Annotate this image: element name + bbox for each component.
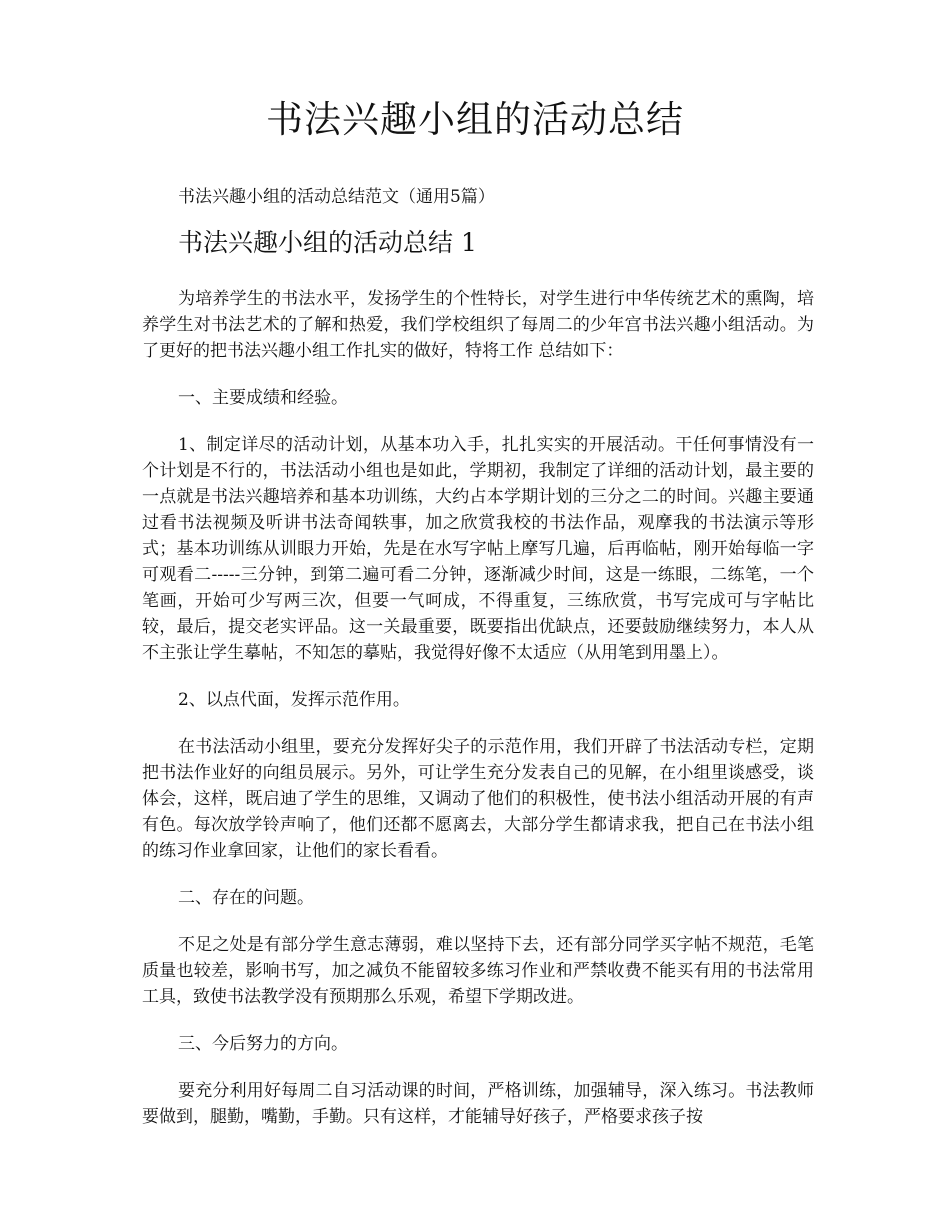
paragraph-plan: 1、制定详尽的活动计划，从基本功入手，扎扎实实的开展活动。干任何事情没有一个计划是不行的，书法活动小组也是如此，学期初，我制定了详细的活动计划，最主要的一点就是书法兴趣培养和基本功训练，大约占本学期计划的三分之二的时间。兴趣主要通过看书法视频及听讲书法奇闻轶事，加之欣赏我校的书法作品，观摩我的书法演示等形式；基本功训练从训眼力开始，先是在水写字帖上摩写几遍，后再临帖，刚开始每临一字可观看二-----三分钟，到第二遍可看二分钟，逐渐减少时间，这是一练眼，二练笔，一个笔画，开始可少写两三次，但要一气呵成，不得重复，三练欣赏，书写完成可与字帖比较，最后，提交老实评品。这一关最重要，既要指出优缺点，还要鼓励继续努力，本人从不主张让学生摹帖，不知怎的摹贴，我觉得好像不太适应（从用笔到用墨上）。 [142, 435, 814, 663]
document-subtitle: 书法兴趣小组的活动总结范文（通用5篇） [178, 187, 495, 207]
heading-future: 三、今后努力的方向。 [178, 1034, 348, 1054]
paragraph-future: 要充分利用好每周二自习活动课的时间，严格训练，加强辅导，深入练习。书法教师要做到，腿勤，嘴勤，手勤。只有这样，才能辅导好孩子，严格要求孩子按 [142, 1081, 814, 1127]
document-body [142, 286, 814, 1151]
paragraph-demonstration: 在书法活动小组里，要充分发挥好尖子的示范作用，我们开辟了书法活动专栏，定期把书法作业好的向组员展示。另外，可让学生充分发表自己的见解，在小组里谈感受，谈体会，这样，既启迪了学生的思维，又调动了他们的积极性，使书法小组活动开展的有声有色。每次放学铃声响了，他们还都不愿离去，大部分学生都请求我，把自己在书法小组的练习作业拿回家，让他们的家长看看。 [142, 737, 814, 861]
section-heading: 书法兴趣小组的活动总结 1 [178, 228, 477, 257]
paragraph-problems: 不足之处是有部分学生意志薄弱，难以坚持下去，还有部分同学买字帖不规范，毛笔质量也较差，影响书写，加之减负不能留较多练习作业和严禁收费不能买有用的书法常用工具，致使书法教学没有预期那么乐观，希望下学期改进。 [142, 935, 814, 1007]
document-title: 书法兴趣小组的活动总结 [266, 98, 684, 141]
paragraph-intro: 为培养学生的书法水平，发扬学生的个性特长，对学生进行中华传统艺术的熏陶，培养学生对书法艺术的了解和热爱，我们学校组织了每周二的少年宫书法兴趣小组活动。为了更好的把书法兴趣小组工作扎实的做好，特将工作 总结如下： [142, 289, 814, 361]
heading-problems: 二、存在的问题。 [178, 888, 314, 908]
heading-achievements: 一、主要成绩和经验。 [178, 388, 348, 408]
heading-demonstration: 2、以点代面，发挥示范作用。 [178, 690, 410, 710]
